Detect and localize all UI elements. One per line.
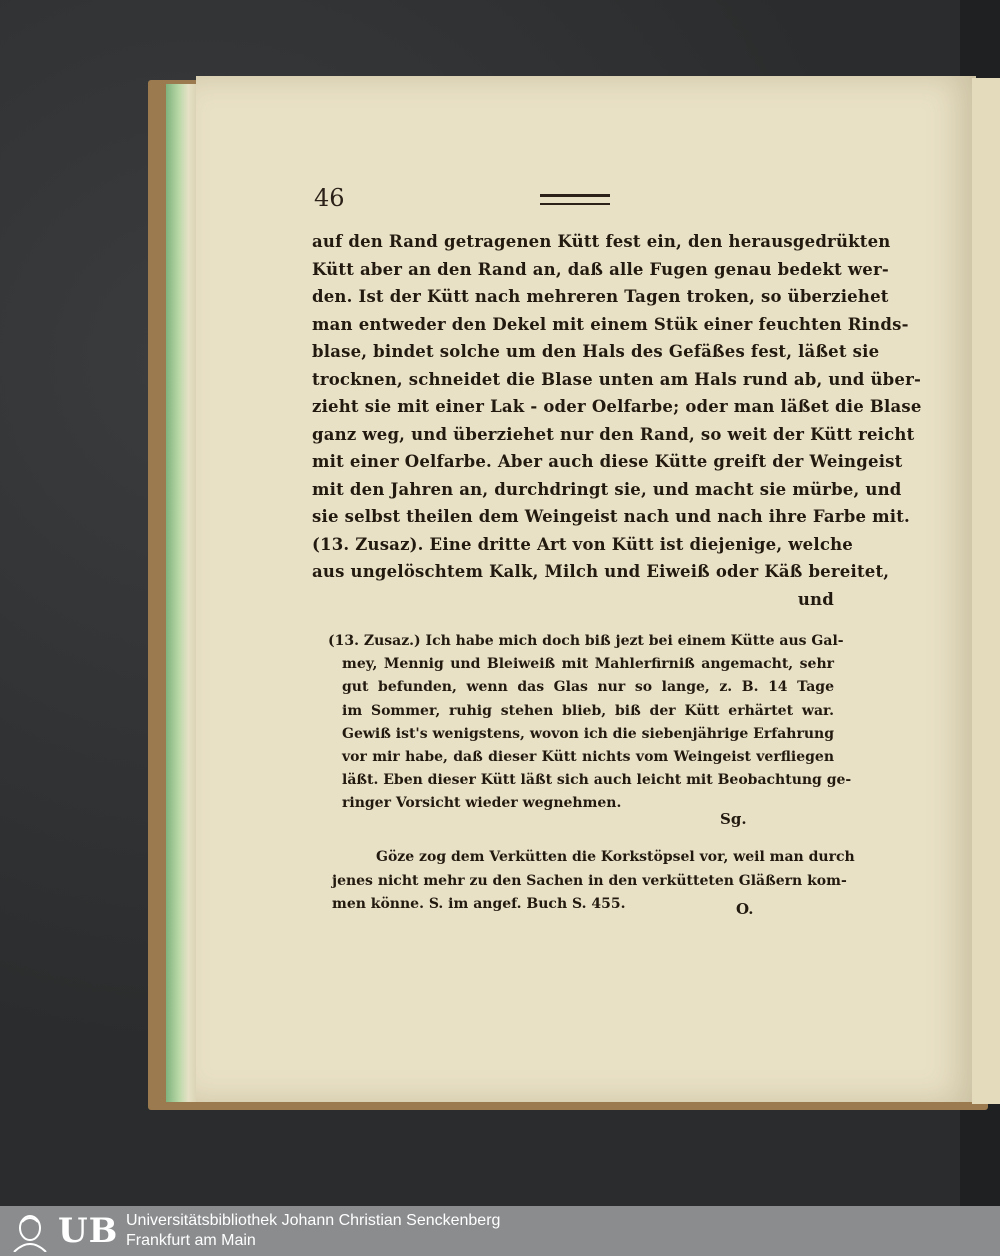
footnote-line: ringer Vorsicht wieder wegnehmen. <box>342 795 622 812</box>
text-line: man entweder den Dekel mit einem Stük einer feuchten Rinds- <box>312 314 909 334</box>
footnote-line: mey, Mennig und Bleiweiß mit Mahlerfirniß angemacht, sehr <box>342 656 834 673</box>
footnote-line: vor mir habe, daß dieser Kütt nichts vom Weingeist verfliegen <box>342 749 834 766</box>
note-line: Göze zog dem Verkütten die Korkstöpsel vor, weil man durch <box>376 849 855 865</box>
text-line: zieht sie mit einer Lak - oder Oelfarbe; oder man läßet die Blase <box>312 397 922 416</box>
text-line: sie selbst theilen dem Weingeist nach und nach ihre Farbe mit. <box>312 507 910 526</box>
note-signature: O. <box>736 900 754 918</box>
text-line: mit den Jahren an, durchdringt sie, und macht sie mürbe, und <box>312 479 902 499</box>
text-line: (13. Zusaz). Eine dritte Art von Kütt ist diejenige, welche <box>312 534 853 554</box>
text-line: Kütt aber an den Rand an, daß alle Fugen genau bedekt wer- <box>312 259 889 279</box>
footnote-line: im Sommer, ruhig stehen blieb, biß der Kütt erhärtet war. <box>342 702 834 719</box>
main-text <box>312 228 922 613</box>
second-note <box>332 846 855 917</box>
footnote-line: gut befunden, wenn das Glas nur so lange, z. B. 14 Tage <box>342 679 834 696</box>
footnote-line: (13. Zusaz.) Ich habe mich doch biß jezt bei einem Kütte aus Gal- <box>328 633 844 649</box>
text-line: aus ungelöschtem Kalk, Milch und Eiweiß oder Käß bereitet, <box>312 562 890 581</box>
text-line: mit einer Oelfarbe. Aber auch diese Kütte greift der Weingeist <box>312 452 903 471</box>
library-location: Frankfurt am Main <box>126 1232 256 1249</box>
footnote-line: läßt. Eben dieser Kütt läßt sich auch leicht mit Beobachtung ge- <box>342 772 852 789</box>
header-rule <box>540 194 610 205</box>
text-line: den. Ist der Kütt nach mehreren Tagen troken, so überziehet <box>312 287 889 306</box>
text-line: trocknen, schneidet die Blase unten am Hals rund ab, und über- <box>312 369 922 389</box>
note-line: jenes nicht mehr zu den Sachen in den verkütteten Gläßern kom- <box>332 872 847 889</box>
ub-logo: UB <box>58 1211 119 1251</box>
facing-page-edge <box>972 78 1000 1104</box>
library-name: Universitätsbibliothek Johann Christian Senckenberg <box>126 1212 501 1229</box>
text-line: auf den Rand getragenen Kütt fest ein, den herausgedrükten <box>312 232 891 251</box>
footnote-line: Gewiß ist's wenigstens, wovon ich die siebenjährige Erfahrung <box>342 725 834 742</box>
footnote <box>328 630 852 816</box>
note-line: men könne. S. im angef. Buch S. 455. <box>332 896 626 912</box>
text-line: ganz weg, und überziehet nur den Rand, so weit der Kütt reicht <box>312 424 915 444</box>
text-line: blase, bindet solche um den Hals des Gefäßes fest, läßet sie <box>312 342 880 361</box>
portrait-icon <box>8 1212 52 1252</box>
catchword: und <box>797 589 834 609</box>
page-number: 46 <box>314 184 345 212</box>
footnote-signature: Sg. <box>720 810 747 828</box>
page-edges <box>166 84 198 1102</box>
